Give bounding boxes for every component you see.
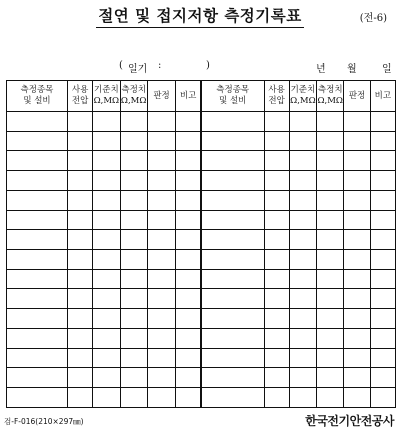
entry-cell[interactable] [289,309,316,329]
entry-cell[interactable] [201,210,264,230]
entry-cell[interactable] [317,190,344,210]
entry-cell[interactable] [176,309,201,329]
entry-cell[interactable] [370,190,395,210]
entry-cell[interactable] [344,289,370,309]
entry-cell[interactable] [7,269,68,289]
header-remarks-right: 비고 [370,81,395,112]
entry-cell[interactable] [120,190,147,210]
entry-cell[interactable] [7,250,68,270]
publisher-name: 한국전기안전공사 [305,414,394,428]
entry-cell[interactable] [67,289,92,309]
table-row [7,250,396,270]
entry-cell[interactable] [176,171,201,191]
entry-cell[interactable] [176,112,201,132]
header-standard-right: 기준치 Ω,MΩ [289,81,316,112]
entry-cell[interactable] [289,388,316,408]
entry-cell[interactable] [344,230,370,250]
table-row [7,368,396,388]
entry-cell[interactable] [289,289,316,309]
entry-cell[interactable] [201,388,264,408]
entry-cell[interactable] [289,190,316,210]
entry-cell[interactable] [67,151,92,171]
entry-cell[interactable] [176,250,201,270]
entry-cell[interactable] [370,348,395,368]
entry-cell[interactable] [289,230,316,250]
table-row [7,269,396,289]
entry-cell[interactable] [176,131,201,151]
entry-cell[interactable] [264,269,289,289]
entry-cell[interactable] [176,368,201,388]
entry-cell[interactable] [93,328,120,348]
entry-cell[interactable] [147,131,175,151]
entry-cell[interactable] [93,289,120,309]
entry-cell[interactable] [7,151,68,171]
entry-cell[interactable] [317,112,344,132]
entry-cell[interactable] [344,171,370,191]
entry-cell[interactable] [344,269,370,289]
entry-cell[interactable] [93,210,120,230]
entry-cell[interactable] [317,269,344,289]
entry-cell[interactable] [176,328,201,348]
table-row [7,348,396,368]
entry-cell[interactable] [201,131,264,151]
entry-cell[interactable] [147,309,175,329]
entry-cell[interactable] [264,309,289,329]
entry-cell[interactable] [264,190,289,210]
entry-cell[interactable] [201,190,264,210]
entry-cell[interactable] [344,190,370,210]
entry-cell[interactable] [370,289,395,309]
table-header-row [7,81,396,112]
entry-cell[interactable] [7,348,68,368]
entry-cell[interactable] [289,151,316,171]
year-label: 년 [316,64,326,75]
entry-cell[interactable] [93,190,120,210]
weather-close-paren: ) [206,60,210,71]
entry-cell[interactable] [201,112,264,132]
entry-cell[interactable] [344,112,370,132]
entry-cell[interactable] [264,171,289,191]
entry-cell[interactable] [120,171,147,191]
entry-cell[interactable] [370,388,395,408]
entry-cell[interactable] [7,368,68,388]
entry-cell[interactable] [7,210,68,230]
entry-cell[interactable] [344,151,370,171]
day-label: 일 [382,64,392,75]
table-row [7,131,396,151]
entry-cell[interactable] [201,348,264,368]
entry-cell[interactable] [317,250,344,270]
entry-cell[interactable] [7,190,68,210]
entry-cell[interactable] [317,151,344,171]
entry-cell[interactable] [344,348,370,368]
entry-cell[interactable] [201,230,264,250]
entry-cell[interactable] [370,250,395,270]
entry-cell[interactable] [264,112,289,132]
date-weather-row [0,60,400,76]
entry-cell[interactable] [176,210,201,230]
entry-cell[interactable] [120,250,147,270]
entry-cell[interactable] [289,368,316,388]
entry-cell[interactable] [67,328,92,348]
entry-cell[interactable] [289,328,316,348]
entry-cell[interactable] [7,289,68,309]
entry-cell[interactable] [176,348,201,368]
entry-cell[interactable] [289,250,316,270]
table-row [7,151,396,171]
entry-cell[interactable] [264,388,289,408]
form-title [0,4,400,26]
entry-cell[interactable] [289,171,316,191]
entry-cell[interactable] [147,210,175,230]
entry-cell[interactable] [7,230,68,250]
entry-cell[interactable] [67,171,92,191]
entry-cell[interactable] [317,289,344,309]
entry-cell[interactable] [289,348,316,368]
header-judgment-left: 판정 [147,81,175,112]
entry-cell[interactable] [370,328,395,348]
entry-cell[interactable] [370,151,395,171]
entry-cell[interactable] [7,328,68,348]
entry-cell[interactable] [120,230,147,250]
entry-cell[interactable] [201,289,264,309]
entry-cell[interactable] [317,230,344,250]
entry-cell[interactable] [317,309,344,329]
entry-cell[interactable] [93,250,120,270]
entry-cell[interactable] [344,309,370,329]
entry-cell[interactable] [289,269,316,289]
entry-cell[interactable] [317,328,344,348]
entry-cell[interactable] [264,230,289,250]
entry-cell[interactable] [176,230,201,250]
entry-cell[interactable] [201,368,264,388]
entry-cell[interactable] [93,151,120,171]
entry-cell[interactable] [147,348,175,368]
entry-cell[interactable] [67,388,92,408]
table-row [7,190,396,210]
table-row [7,289,396,309]
entry-cell[interactable] [317,368,344,388]
entry-cell[interactable] [344,368,370,388]
entry-cell[interactable] [317,210,344,230]
entry-cell[interactable] [370,210,395,230]
entry-cell[interactable] [344,210,370,230]
entry-cell[interactable] [147,112,175,132]
entry-cell[interactable] [93,348,120,368]
entry-cell[interactable] [289,112,316,132]
entry-cell[interactable] [176,190,201,210]
entry-cell[interactable] [67,131,92,151]
entry-cell[interactable] [344,250,370,270]
header-item-left: 측정종목 및 설비 [7,81,68,112]
entry-cell[interactable] [93,230,120,250]
measurement-table [6,80,396,408]
entry-cell[interactable] [93,171,120,191]
entry-cell[interactable] [201,328,264,348]
header-remarks-left: 비고 [176,81,201,112]
entry-cell[interactable] [7,309,68,329]
table-row [7,112,396,132]
entry-cell[interactable] [147,171,175,191]
form-title-text: 절연 및 접지저항 측정기록표 [96,6,303,28]
entry-cell[interactable] [344,328,370,348]
table-row [7,171,396,191]
entry-cell[interactable] [317,348,344,368]
header-judgment-right: 판정 [344,81,370,112]
header-item-right: 측정종목 및 설비 [201,81,264,112]
entry-cell[interactable] [147,190,175,210]
entry-cell[interactable] [67,269,92,289]
entry-cell[interactable] [317,131,344,151]
entry-cell[interactable] [7,388,68,408]
entry-cell[interactable] [289,210,316,230]
entry-cell[interactable] [67,210,92,230]
entry-cell[interactable] [67,230,92,250]
entry-cell[interactable] [370,171,395,191]
header-voltage-right: 사용 전압 [264,81,289,112]
entry-cell[interactable] [264,348,289,368]
month-label: 월 [347,64,357,75]
entry-cell[interactable] [289,131,316,151]
entry-cell[interactable] [120,210,147,230]
entry-cell[interactable] [176,151,201,171]
entry-cell[interactable] [176,289,201,309]
entry-cell[interactable] [264,289,289,309]
entry-cell[interactable] [264,368,289,388]
entry-cell[interactable] [93,388,120,408]
entry-cell[interactable] [147,328,175,348]
entry-cell[interactable] [93,131,120,151]
entry-cell[interactable] [176,388,201,408]
entry-cell[interactable] [147,230,175,250]
table-row [7,328,396,348]
entry-cell[interactable] [120,328,147,348]
entry-cell[interactable] [120,269,147,289]
entry-cell[interactable] [120,131,147,151]
entry-cell[interactable] [93,112,120,132]
entry-cell[interactable] [264,250,289,270]
table-body [7,112,396,408]
weather-colon: : [158,60,162,71]
entry-cell[interactable] [370,368,395,388]
entry-cell[interactable] [7,131,68,151]
entry-cell[interactable] [147,151,175,171]
entry-cell[interactable] [120,289,147,309]
entry-cell[interactable] [344,388,370,408]
entry-cell[interactable] [120,309,147,329]
weather-open-paren: ( [119,60,123,71]
entry-cell[interactable] [67,250,92,270]
entry-cell[interactable] [120,151,147,171]
entry-cell[interactable] [67,112,92,132]
entry-cell[interactable] [7,171,68,191]
entry-cell[interactable] [7,112,68,132]
entry-cell[interactable] [93,309,120,329]
entry-cell[interactable] [93,368,120,388]
entry-cell[interactable] [201,309,264,329]
entry-cell[interactable] [201,269,264,289]
table-row [7,388,396,408]
entry-cell[interactable] [147,388,175,408]
entry-cell[interactable] [201,171,264,191]
header-voltage-left: 사용 전압 [67,81,92,112]
entry-cell[interactable] [67,368,92,388]
entry-cell[interactable] [120,388,147,408]
table-row [7,309,396,329]
entry-cell[interactable] [264,131,289,151]
form-number: (전-6) [359,13,387,24]
entry-cell[interactable] [176,269,201,289]
entry-cell[interactable] [120,112,147,132]
table-row [7,210,396,230]
entry-cell[interactable] [201,151,264,171]
entry-cell[interactable] [370,269,395,289]
weather-label: 일기 [128,64,148,75]
entry-cell[interactable] [67,309,92,329]
entry-cell[interactable] [67,190,92,210]
entry-cell[interactable] [93,269,120,289]
entry-cell[interactable] [370,230,395,250]
entry-cell[interactable] [147,289,175,309]
entry-cell[interactable] [264,328,289,348]
entry-cell[interactable] [201,250,264,270]
entry-cell[interactable] [147,368,175,388]
entry-cell[interactable] [370,112,395,132]
entry-cell[interactable] [120,348,147,368]
entry-cell[interactable] [264,151,289,171]
entry-cell[interactable] [317,171,344,191]
header-measured-left: 측정치 Ω,MΩ [120,81,147,112]
table-row [7,230,396,250]
entry-cell[interactable] [370,131,395,151]
entry-cell[interactable] [370,309,395,329]
entry-cell[interactable] [344,131,370,151]
document-code: 검-F-016(210×297㎜) [4,417,84,426]
header-measured-right: 측정치 Ω,MΩ [317,81,344,112]
entry-cell[interactable] [67,348,92,368]
entry-cell[interactable] [317,388,344,408]
entry-cell[interactable] [120,368,147,388]
header-standard-left: 기준치 Ω,MΩ [93,81,120,112]
entry-cell[interactable] [264,210,289,230]
entry-cell[interactable] [147,269,175,289]
entry-cell[interactable] [147,250,175,270]
